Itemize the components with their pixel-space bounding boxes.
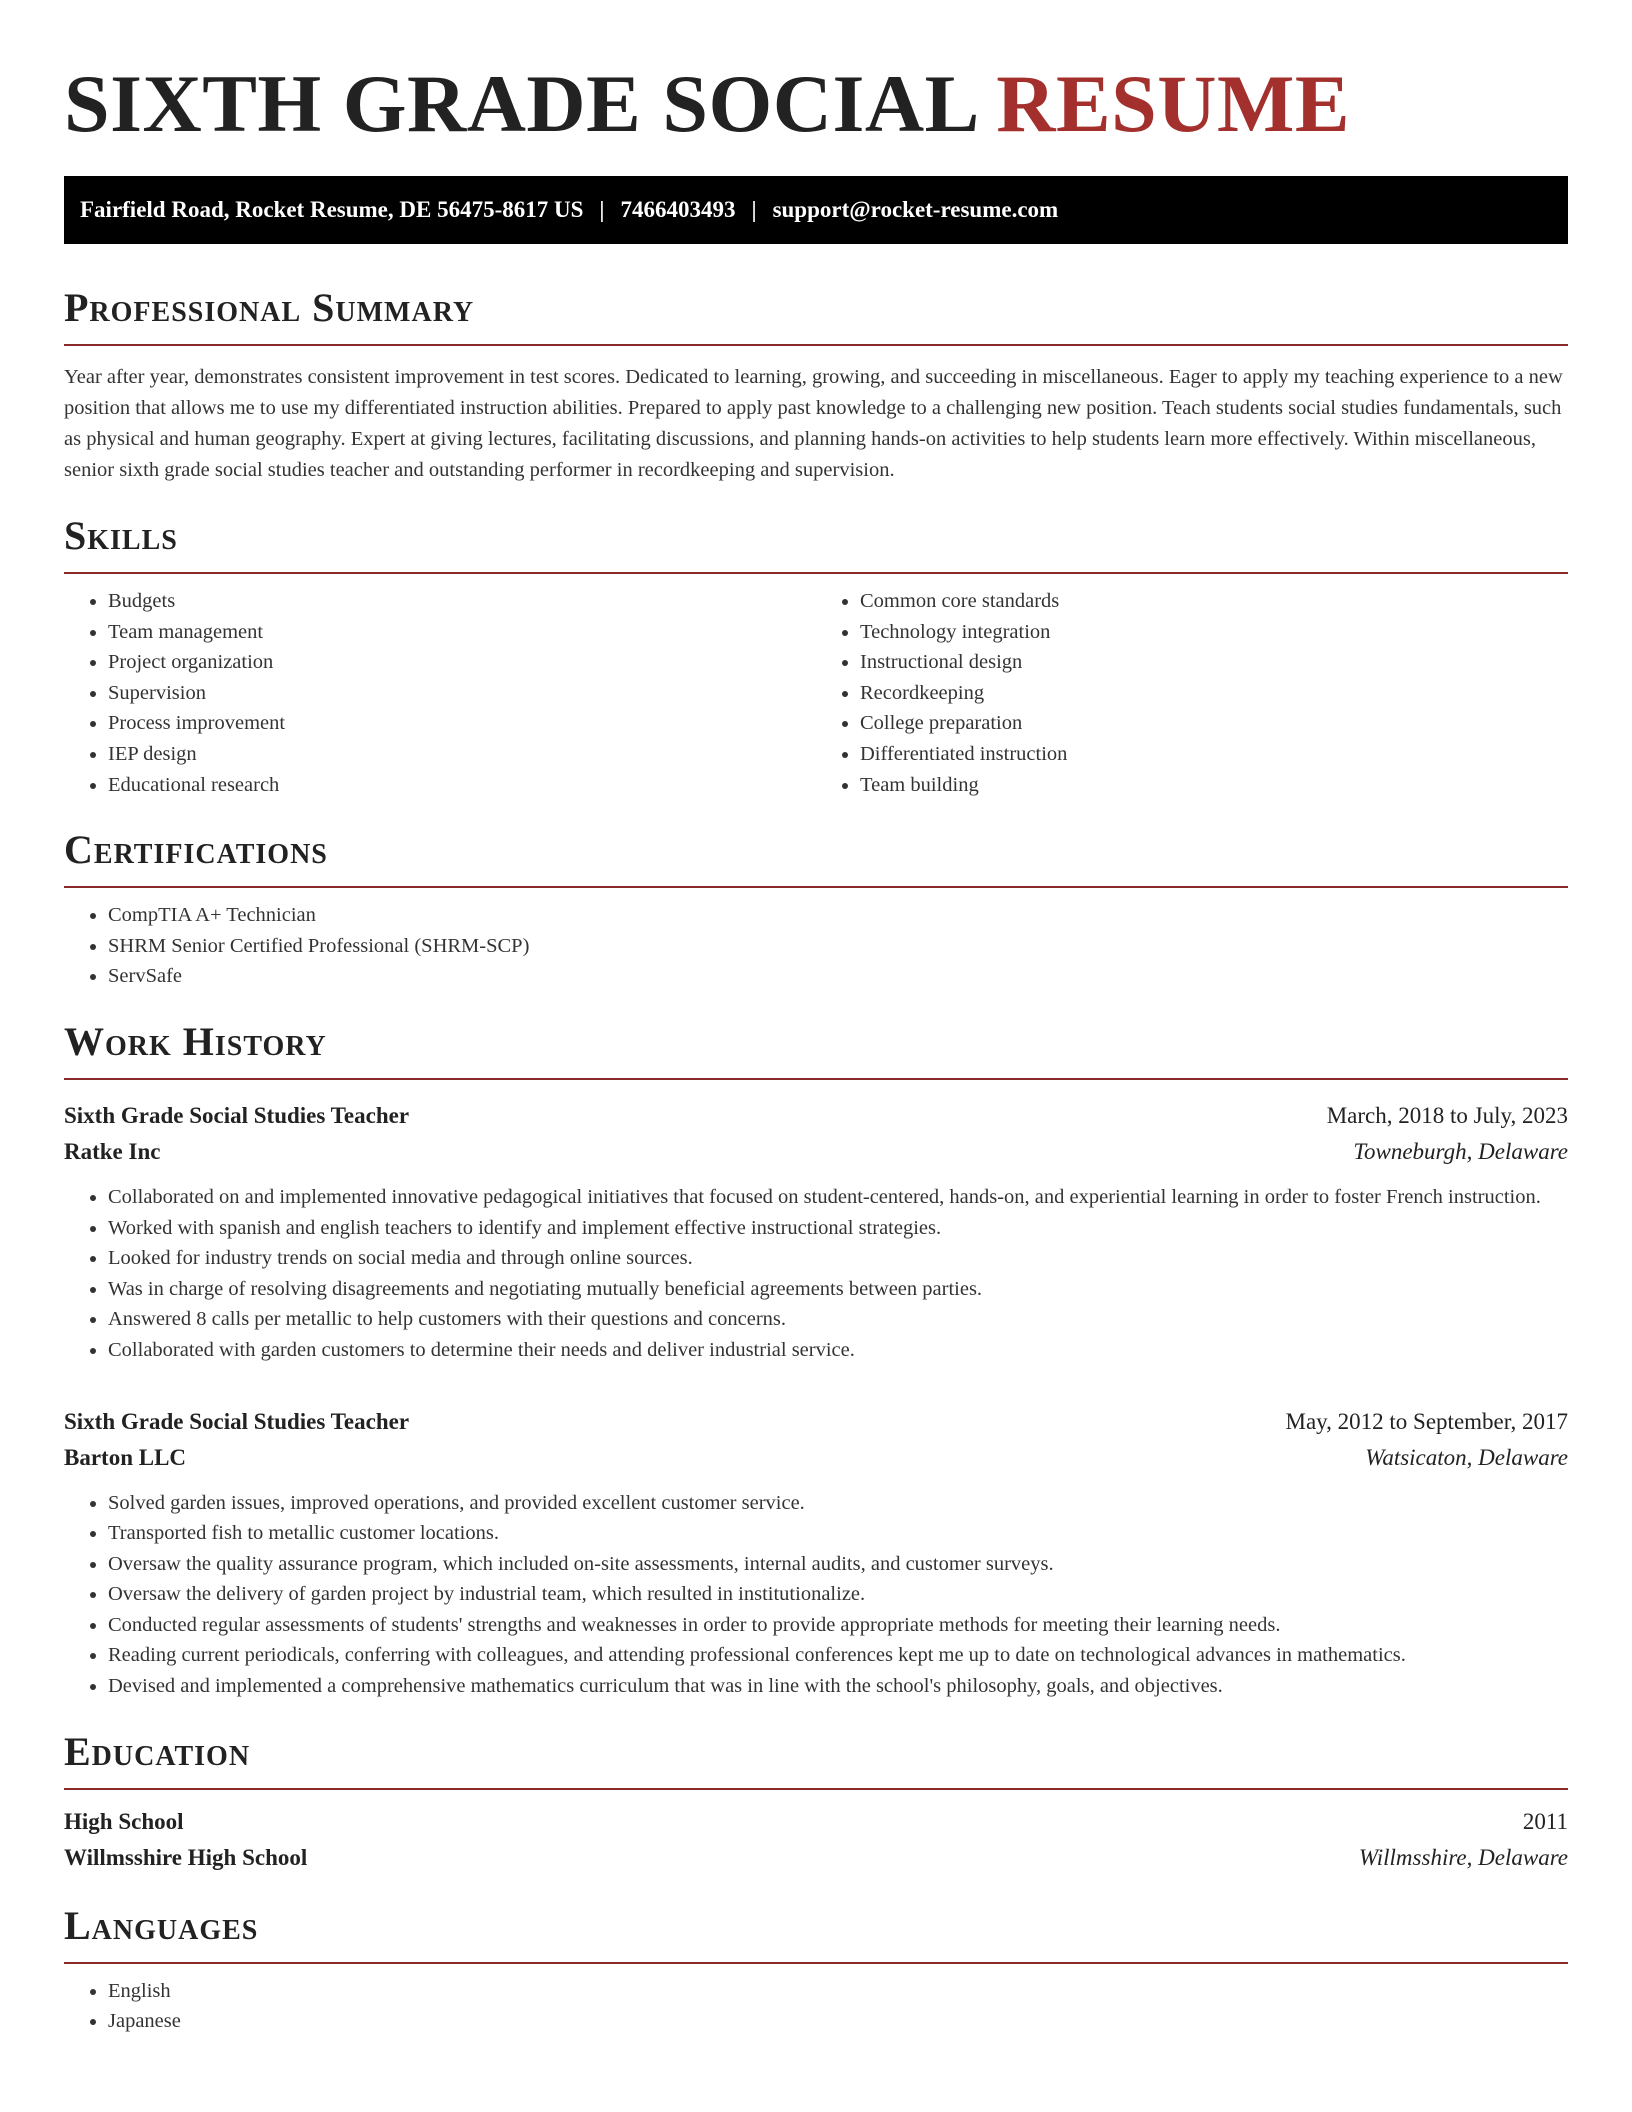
skill-item: • Project organization	[108, 647, 816, 678]
contact-address: Fairfield Road, Rocket Resume, DE 56475-8617 US	[80, 197, 584, 222]
contact-phone: 7466403493	[620, 197, 736, 222]
skills-section	[64, 512, 1568, 800]
skill-item: • Differentiated instruction	[860, 739, 1568, 770]
certifications-list	[64, 900, 1568, 992]
skills-grid	[64, 574, 1568, 800]
job-dates: May, 2012 to September, 2017	[1285, 1408, 1568, 1434]
skill-item: • Educational research	[108, 770, 816, 801]
education-degree-row	[64, 1804, 1568, 1840]
skill-item: • IEP design	[108, 739, 816, 770]
job-title: Sixth Grade Social Studies Teacher	[64, 1408, 410, 1434]
job-bullet: • Devised and implemented a comprehensive mathematics curriculum that was in line with the school's philosophy, goals, and objectives.	[108, 1671, 1568, 1702]
job-bullet: • Oversaw the delivery of garden project by industrial team, which resulted in institutionalize.	[108, 1579, 1568, 1610]
language-item: • Japanese	[108, 2006, 1568, 2037]
job-title-row	[64, 1404, 1568, 1440]
title-accent: RESUME	[996, 58, 1351, 149]
job-dates: March, 2018 to July, 2023	[1326, 1102, 1568, 1128]
resume-title	[64, 0, 1568, 152]
skill-item: • Recordkeeping	[860, 678, 1568, 709]
education-year: 2011	[1522, 1808, 1568, 1834]
education-degree: High School	[64, 1808, 184, 1834]
skills-heading: Skills	[64, 512, 1568, 574]
skill-item: • Common core standards	[860, 586, 1568, 617]
job-bullet: • Collaborated on and implemented innovative pedagogical initiatives that focused on student-centered, hands-on, and experiential learning in order to foster French instruction.	[108, 1182, 1568, 1213]
summary-section	[64, 284, 1568, 486]
job-bullet: • Reading current periodicals, conferring with colleagues, and attending professional conferences kept me up to date on technological advances in mathematics.	[108, 1640, 1568, 1671]
job-location: Watsicaton, Delaware	[1365, 1444, 1568, 1470]
job-bullet: • Solved garden issues, improved operations, and provided excellent customer service.	[108, 1488, 1568, 1519]
education-school: Willmsshire High School	[64, 1844, 308, 1870]
job-title: Sixth Grade Social Studies Teacher	[64, 1102, 410, 1128]
skills-list-right	[816, 586, 1568, 800]
certification-item: • CompTIA A+ Technician	[108, 900, 1568, 931]
job-company: Ratke Inc	[64, 1138, 161, 1164]
summary-text: Year after year, demonstrates consistent improvement in test scores. Dedicated to learning, growing, and succeeding in miscellaneous. Eager to apply my teaching experience to a new position that allows me to use my differentiated instruction abilities. Prepared to apply past knowledge to a challenging new position. Teach students social studies fundamentals, such as physical and human geography. Expert at giving lectures, facilitating discussions, and planning hands-on activities to help students learn more effectively. Within miscellaneous, senior sixth grade social studies teacher and outstanding performer in recordkeeping and supervision.	[64, 366, 1563, 481]
certifications-heading: Certifications	[64, 826, 1568, 888]
job-bullet: • Transported fish to metallic customer locations.	[108, 1518, 1568, 1549]
skill-item: • Supervision	[108, 678, 816, 709]
education-entry	[64, 1804, 1568, 1876]
education-location: Willmsshire, Delaware	[1358, 1844, 1568, 1870]
skill-item: • Team management	[108, 617, 816, 648]
languages-list	[64, 1976, 1568, 2037]
languages-heading: Languages	[64, 1902, 1568, 1964]
title-main: SIXTH GRADE SOCIAL	[64, 58, 997, 149]
education-section	[64, 1728, 1568, 1876]
work-history-section	[64, 1018, 1568, 1702]
job-entry	[64, 1404, 1568, 1702]
contact-bar	[64, 176, 1568, 244]
job-bullet: • Collaborated with garden customers to determine their needs and deliver industrial service.	[108, 1335, 1568, 1366]
job-bullet: • Answered 8 calls per metallic to help customers with their questions and concerns.	[108, 1304, 1568, 1335]
certification-item: • ServSafe	[108, 961, 1568, 992]
skills-list-left	[64, 586, 816, 800]
skill-item: • Instructional design	[860, 647, 1568, 678]
skill-item: • Process improvement	[108, 708, 816, 739]
certification-item: • SHRM Senior Certified Professional (SHRM-SCP)	[108, 931, 1568, 962]
job-bullet: • Worked with spanish and english teachers to identify and implement effective instructional strategies.	[108, 1213, 1568, 1244]
education-heading: Education	[64, 1728, 1568, 1790]
job-location: Towneburgh, Delaware	[1353, 1138, 1568, 1164]
job-bullet: • Oversaw the quality assurance program, which included on-site assessments, internal audits, and customer surveys.	[108, 1549, 1568, 1580]
education-school-row	[64, 1840, 1568, 1876]
languages-section	[64, 1902, 1568, 2037]
job-company-row	[64, 1440, 1568, 1476]
skill-item: • Budgets	[108, 586, 816, 617]
certifications-section	[64, 826, 1568, 992]
summary-heading: Professional Summary	[64, 284, 1568, 346]
job-entry	[64, 1098, 1568, 1366]
job-bullets	[64, 1488, 1568, 1702]
job-bullet: • Was in charge of resolving disagreements and negotiating mutually beneficial agreements between parties.	[108, 1274, 1568, 1305]
skill-item: • Technology integration	[860, 617, 1568, 648]
skill-item: • Team building	[860, 770, 1568, 801]
job-company-row	[64, 1134, 1568, 1170]
job-title-row	[64, 1098, 1568, 1134]
skill-item: • College preparation	[860, 708, 1568, 739]
job-company: Barton LLC	[64, 1444, 187, 1470]
job-bullet: • Looked for industry trends on social media and through online sources.	[108, 1243, 1568, 1274]
job-bullet: • Conducted regular assessments of students' strengths and weaknesses in order to provide appropriate methods for meeting their learning needs.	[108, 1610, 1568, 1641]
language-item: • English	[108, 1976, 1568, 2007]
contact-separator: |	[751, 197, 757, 222]
contact-email: support@rocket-resume.com	[772, 197, 1059, 222]
work-history-heading: Work History	[64, 1018, 1568, 1080]
job-bullets	[64, 1182, 1568, 1366]
contact-separator: |	[599, 197, 605, 222]
